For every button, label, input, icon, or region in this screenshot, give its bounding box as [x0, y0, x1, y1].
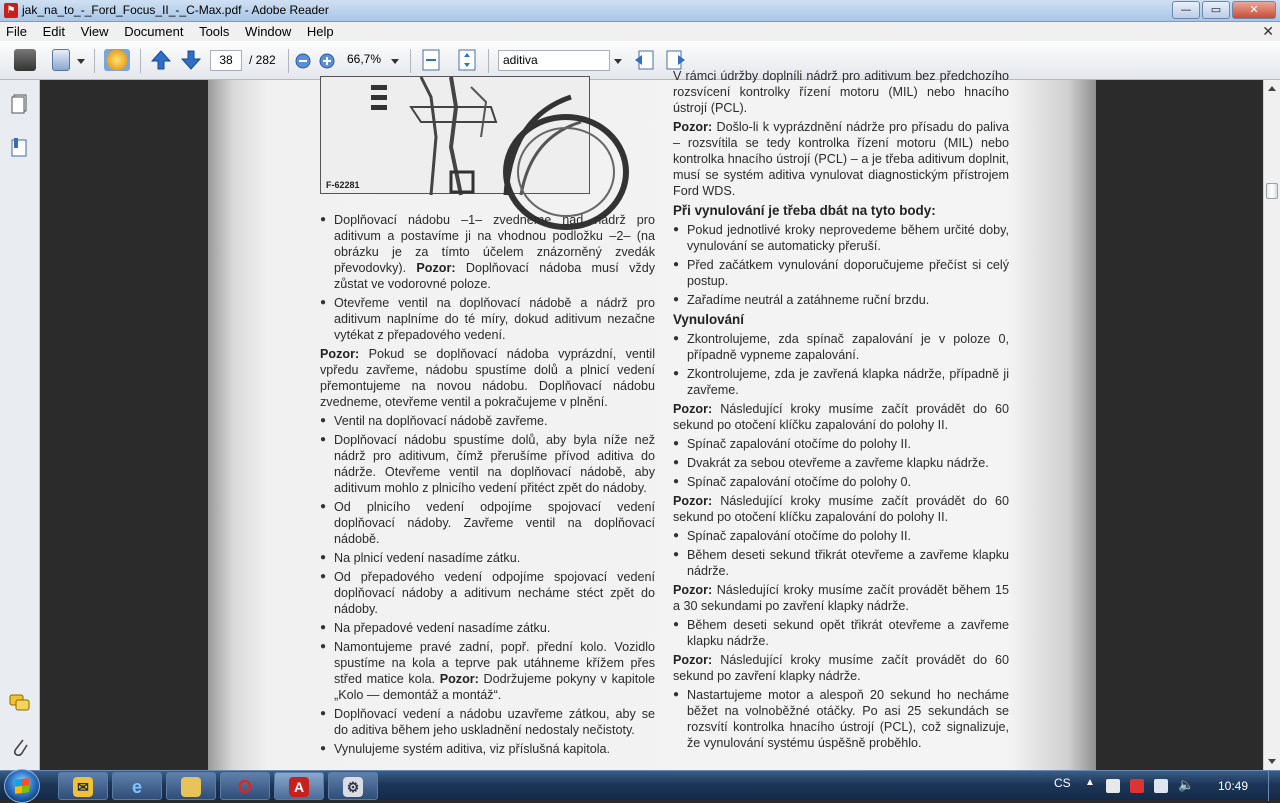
bullet-item: [673, 331, 1009, 363]
toolbar: [0, 41, 1280, 80]
vertical-scrollbar[interactable]: [1263, 80, 1280, 770]
bullet-item: [673, 257, 1009, 289]
bullet-item: [673, 528, 1009, 544]
monitor-icon[interactable]: [1154, 779, 1168, 793]
paragraph-text: Doplňovací vedení a nádobu uzavřeme zátkou, aby se do aditiva během jeho uskladnění nedostaly nečistoty.: [334, 707, 655, 737]
note-label: Pozor:: [416, 261, 456, 275]
paragraph-text: Zkontrolujeme, zda spínač zapalování je v poloze 0, případně vypneme zapalování.: [687, 332, 1009, 362]
navigation-pane: [0, 80, 40, 770]
opera-icon: O: [237, 777, 252, 797]
fit-width-icon[interactable]: [422, 49, 440, 71]
pdf-page: [208, 69, 1096, 770]
paragraph-text: Ventil na doplňovací nádobě zavřeme.: [334, 414, 548, 428]
note-paragraph: [320, 346, 655, 410]
heading-text: Vynulování: [673, 312, 744, 327]
note-paragraph: [673, 493, 1009, 525]
paragraph-text: Namontujeme pravé zadní, popř. přední kolo. Vozidlo spustíme na kola a teprve pak utáhneme křížem přes střed matice kola.: [334, 640, 655, 686]
bullet-item: [673, 455, 1009, 471]
windows-logo-icon: [15, 778, 29, 793]
minimize-button[interactable]: —: [1172, 1, 1200, 19]
menu-window[interactable]: Window: [245, 24, 292, 39]
pages-icon[interactable]: [11, 94, 27, 114]
menu-file[interactable]: File: [6, 24, 27, 39]
menu-edit[interactable]: Edit: [42, 24, 65, 39]
bullet-item: [320, 432, 655, 496]
section-heading: [673, 203, 1009, 219]
note-paragraph: [673, 652, 1009, 684]
paragraph-text: Na přepadové vedení nasadíme zátku.: [334, 621, 551, 635]
paragraph-text: Dvakrát za sebou otevřeme a zavřeme klapku nádrže.: [687, 456, 989, 470]
note-paragraph: [673, 582, 1009, 614]
paragraph-text: Spínač zapalování otočíme do polohy 0.: [687, 475, 912, 489]
attachments-icon[interactable]: [11, 736, 29, 758]
bullet-item: [320, 706, 655, 738]
section-heading: [673, 312, 1009, 328]
next-page-icon[interactable]: [180, 49, 202, 71]
application-icon: ⚙: [343, 777, 363, 797]
note-paragraph: [673, 119, 1009, 199]
bullet-item: [320, 499, 655, 547]
text-column-left: [320, 212, 655, 760]
bullet-item: [673, 687, 1009, 751]
show-desktop-button[interactable]: [1268, 771, 1280, 801]
adobe-reader-icon: A: [289, 777, 309, 797]
note-label: Pozor:: [673, 120, 713, 134]
bullet-item: [320, 741, 655, 757]
paragraph-text: Během deseti sekund třikrát otevřeme a zavřeme klapku nádrže.: [687, 548, 1009, 578]
print-icon[interactable]: [14, 49, 36, 71]
ie-task[interactable]: [112, 772, 162, 800]
zoom-out-icon[interactable]: [295, 53, 311, 69]
paragraph-text: Následující kroky musíme začít provádět do 60 sekund po otočení klíčku zapalování do polohy II.: [673, 494, 1010, 524]
paragraph-text: Otevřeme ventil na doplňovací nádobě a nádrž pro aditivum naplníme do té míry, dokud aditivum nezačne vytékat z přepadového vedení.: [334, 296, 655, 342]
menu-bar: [0, 22, 1280, 41]
menu-document[interactable]: Document: [124, 24, 184, 39]
save-dropdown-icon[interactable]: [77, 59, 85, 64]
paragraph-text: Pokud se doplňovací nádoba vyprázdní, ventil vpředu zavřeme, nádobu spustíme dolů a plnicí vedení přemontujeme na novou nádobu. Doplňovací nádobu zvedneme, otevřeme ventil a pokračujeme v plnění.: [320, 347, 656, 409]
bullet-item: [320, 550, 655, 566]
start-button[interactable]: [4, 769, 40, 803]
bullet-item: [320, 620, 655, 636]
menu-help[interactable]: Help: [306, 24, 334, 39]
paragraph-text: Doplňovací nádobu spustíme dolů, aby byla níže než nádrž pro aditivum, čímž přerušíme přívod aditiva do nádrže. Otevřeme ventil na doplňovací nádobě, aby aditivum mohlo z plnicího vedení přitéct zpět do nádoby.: [334, 433, 655, 495]
bullet-item: [673, 292, 1009, 308]
mail-icon: ✉: [73, 777, 93, 797]
paragraph-text: Dodržujeme pokyny v kapitole „Kolo — demontáž a montáž“.: [334, 672, 656, 702]
opera-task[interactable]: [220, 772, 270, 800]
show-hidden-icons[interactable]: ▲: [1085, 777, 1095, 788]
volume-icon[interactable]: 🔈: [1178, 778, 1195, 793]
outlook-task[interactable]: [58, 772, 108, 800]
paragraph-text: Vynulujeme systém aditiva, viz příslušná kapitola.: [334, 742, 611, 756]
note-label: Pozor:: [673, 494, 713, 508]
note-label: Pozor:: [673, 402, 713, 416]
paragraph-text: Na plnicí vedení nasadíme zátku.: [334, 551, 521, 565]
fit-page-icon[interactable]: [458, 49, 476, 71]
paragraph-text: Od plnicího vedení odpojíme spojovací vedení doplňovací nádoby. Zavřeme ventil na doplňovací nádobě.: [334, 500, 655, 546]
paragraph-text: Před začátkem vynulování doporučujeme přečíst si celý postup.: [687, 258, 1009, 288]
find-previous-icon[interactable]: [633, 49, 655, 71]
paragraph-text: Došlo-li k vyprázdnění nádrže pro přísadu do paliva – rozsvítila se tedy kontrolka řízení motoru (MIL) nebo kontrolka hnacího ústrojí (PCL) – a je třeba aditivum doplnit, musí se systém aditiva vynulovat diagnostickým přístrojem Ford WDS.: [673, 120, 1010, 198]
zoom-level-select[interactable]: 66,7%: [347, 52, 382, 66]
paragraph-text: Během deseti sekund opět třikrát otevřeme a zavřeme klapku nádrže.: [687, 618, 1009, 648]
save-icon[interactable]: [52, 49, 70, 71]
paragraph-text: Nastartujeme motor a alespoň 20 sekund ho necháme běžet na volnoběžné otáčky. Po asi 25 sekundách se rozsvítí kontrolka hnacího ústrojí (PCL), což signalizuje, že vynulování systému úspěšně proběhlo.: [687, 688, 1009, 750]
paragraph-text: Spínač zapalování otočíme do polohy II.: [687, 437, 912, 451]
explorer-task[interactable]: [166, 772, 216, 800]
bullet-item: [673, 617, 1009, 649]
network-icon[interactable]: [1106, 779, 1120, 793]
previous-page-icon[interactable]: [150, 49, 172, 71]
paragraph-text: Následující kroky musíme začít provádět do 60 sekund po otočení klíčku zapalování do polohy II.: [673, 402, 1010, 432]
paragraph-text: Od přepadového vedení odpojíme spojovací vedení doplňovací nádoby a aditivum necháme stéct zpět do nádoby.: [334, 570, 655, 616]
scroll-thumb[interactable]: [1266, 183, 1278, 199]
scroll-up-icon[interactable]: [1268, 86, 1276, 91]
misc-task[interactable]: [328, 772, 378, 800]
zoom-dropdown-icon[interactable]: [391, 59, 399, 64]
bullet-item: [673, 366, 1009, 398]
note-label: Pozor:: [673, 653, 713, 667]
close-document-icon[interactable]: ✕: [1262, 23, 1274, 39]
bullet-item: [673, 474, 1009, 490]
search-dropdown-icon[interactable]: [614, 59, 622, 64]
note-label: Pozor:: [320, 347, 360, 361]
note-paragraph: [673, 401, 1009, 433]
search-input[interactable]: aditiva: [498, 50, 610, 71]
menu-view[interactable]: View: [80, 24, 109, 39]
bullet-item: [673, 436, 1009, 452]
bullet-item: [320, 295, 655, 343]
figure-label: F-62281: [326, 180, 360, 190]
paragraph-text: Doplňovací nádobu –1– zvedneme nad nádrž pro aditivum a postavíme ji na vhodnou podložku –2– (na obrázku je za tímto účelem znázorněný zvedák převodovky).: [334, 213, 655, 275]
scroll-down-icon[interactable]: [1268, 759, 1276, 764]
heading-text: Při vynulování je třeba dbát na tyto body:: [673, 203, 936, 218]
taskbar: [0, 770, 1280, 800]
internet-explorer-icon: e: [131, 777, 142, 797]
paragraph: [673, 68, 1009, 116]
note-label: Pozor:: [439, 672, 479, 686]
bullet-item: [673, 222, 1009, 254]
bookmarks-icon[interactable]: [11, 138, 27, 158]
close-button[interactable]: ✕: [1232, 1, 1276, 19]
paragraph-text: Doplňovací nádoba musí vždy zůstat ve vodorovné poloze.: [334, 261, 655, 291]
bullet-item: [673, 547, 1009, 579]
paragraph-text: Zkontrolujeme, zda je zavřená klapka nádrže, případně ji zavřeme.: [687, 367, 1009, 397]
paragraph-text: Následující kroky musíme začít provádět do 60 sekund po zavření klapky nádrže.: [673, 653, 1010, 683]
paragraph-text: V rámci údržby doplníli nádrž pro aditivum bez předchozího rozsvícení kontrolky řízení motoru (MIL) nebo hnacího ústrojí (PCL).: [673, 69, 1009, 115]
text-column-right: [673, 68, 1009, 754]
page-total: / 282: [249, 53, 276, 67]
zoom-in-icon[interactable]: [319, 53, 335, 69]
title-bar: [0, 0, 1280, 22]
adobe-reader-task[interactable]: [274, 772, 324, 800]
comments-icon[interactable]: [9, 694, 31, 712]
bullet-item: [320, 413, 655, 429]
bullet-item: [320, 212, 655, 292]
bullet-item: [320, 569, 655, 617]
document-viewport[interactable]: [41, 69, 1263, 770]
folder-icon: [181, 777, 201, 797]
antivirus-icon[interactable]: [1130, 779, 1144, 793]
bullet-item: [320, 639, 655, 703]
paragraph-text: Spínač zapalování otočíme do polohy II.: [687, 529, 912, 543]
language-indicator[interactable]: CS: [1054, 776, 1071, 790]
menu-tools[interactable]: Tools: [199, 24, 230, 39]
page-number-input[interactable]: 38: [210, 50, 242, 71]
adobe-reader-icon: ⚑: [4, 3, 18, 18]
clock[interactable]: 10:49: [1218, 779, 1249, 793]
figure-illustration: [320, 76, 590, 194]
paragraph-text: Následující kroky musíme začít provádět během 15 a 30 sekundami po zavření klapky nádrže.: [673, 583, 1010, 613]
paragraph-text: Pokud jednotlivé kroky neprovedeme během určité doby, vynulování se automaticky přeruší.: [687, 223, 1009, 253]
window-title: jak_na_to_-_Ford_Focus_II_-_C-Max.pdf - Adobe Reader: [22, 3, 329, 17]
share-icon[interactable]: [104, 49, 130, 71]
note-label: Pozor:: [673, 583, 713, 597]
maximize-button[interactable]: ▭: [1202, 1, 1230, 19]
paragraph-text: Zařadíme neutrál a zatáhneme ruční brzdu.: [687, 293, 930, 307]
